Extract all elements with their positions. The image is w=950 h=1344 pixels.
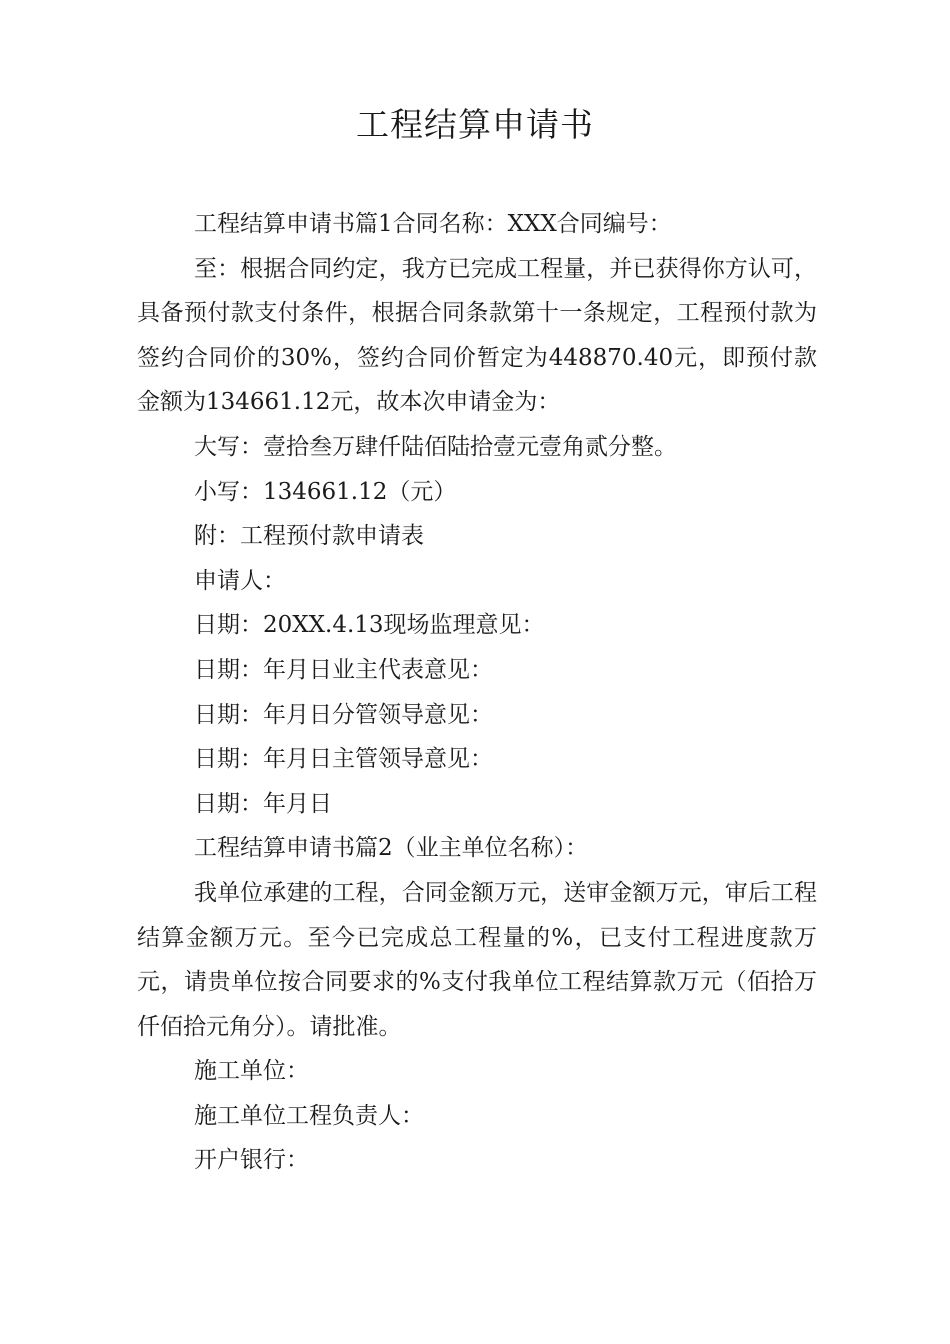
paragraph-settlement-request: 我单位承建的工程，合同金额万元，送审金额万元，审后工程结算金额万元。至今已完成总工程量的%，已支付工程进度款万元，请贵单位按合同要求的%支付我单位工程结算款万元（佰拾万仟佰拾元角分）。请批准。 bbox=[137, 879, 817, 1040]
paragraph-date-chief-leader-opinion: 日期：年月日主管领导意见： bbox=[194, 746, 493, 773]
paragraph-applicant: 申请人： bbox=[194, 567, 286, 594]
paragraph-advance-payment-request: 至：根据合同约定，我方已完成工程量，并已获得你方认可，具备预付款支付条件，根据合同条款第十一条规定，工程预付款为签约合同价的30%，签约合同价暂定为448870.40元，即预付款金额为134661.12元，故本次申请金为： bbox=[137, 255, 817, 416]
paragraph-date-division-leader-opinion: 日期：年月日分管领导意见： bbox=[194, 701, 493, 728]
paragraph-bank: 开户银行： bbox=[194, 1147, 309, 1174]
paragraph-date: 日期：年月日 bbox=[194, 790, 332, 817]
document-body bbox=[137, 202, 817, 1183]
paragraph-construction-unit: 施工单位： bbox=[194, 1058, 309, 1085]
paragraph-contract-header: 工程结算申请书篇1合同名称：XXX合同编号： bbox=[194, 211, 672, 237]
paragraph-project-manager: 施工单位工程负责人： bbox=[194, 1102, 424, 1129]
document-title: 工程结算申请书 bbox=[356, 105, 594, 144]
paragraph-attachment: 附：工程预付款申请表 bbox=[194, 523, 424, 550]
paragraph-date-supervisor-opinion: 日期：20XX.4.13现场监理意见： bbox=[194, 612, 545, 639]
paragraph-amount-in-figures: 小写：134661.12（元） bbox=[194, 478, 457, 505]
paragraph-second-request-header: 工程结算申请书篇2（业主单位名称）： bbox=[194, 835, 589, 862]
paragraph-amount-in-words: 大写：壹拾叁万肆仟陆佰陆拾壹元壹角贰分整。 bbox=[194, 433, 677, 460]
paragraph-date-owner-opinion: 日期：年月日业主代表意见： bbox=[194, 656, 493, 683]
